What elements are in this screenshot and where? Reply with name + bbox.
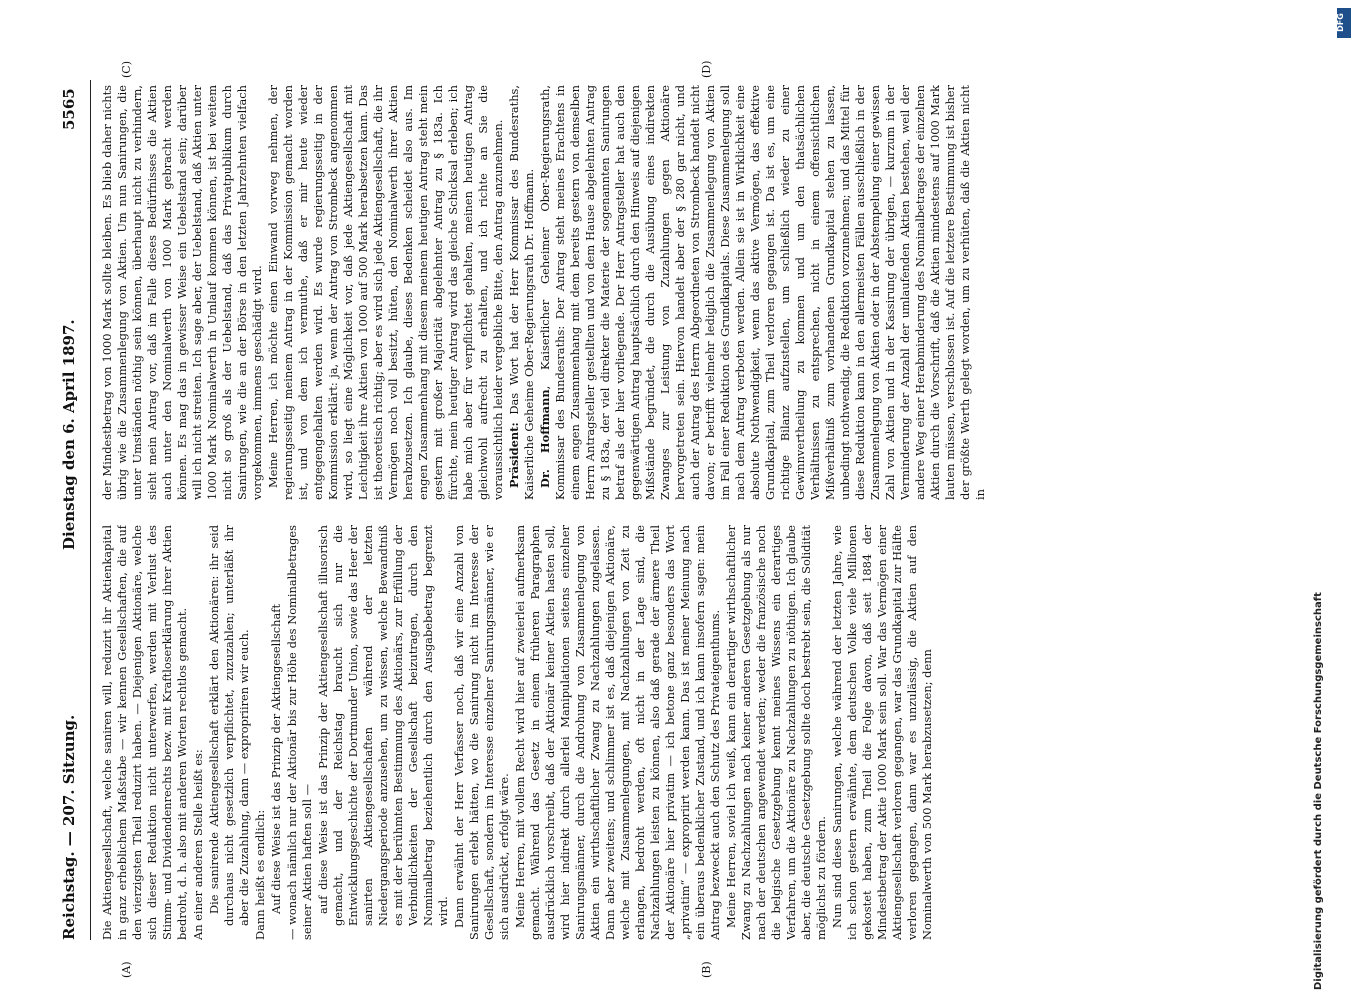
paragraph: Meine Herren, ich möchte einen Einwand vorweg nehmen, der regierungsseitig meinem Antrag in der Kommission gemacht worden ist, und von dem ich vermuthe, daß er mir heute wieder entgegengehalten werden wird. Es wurde regierungsseitig in der Kommission erklärt: ja, wenn der Antrag von Strombeck angenommen wird, so liegt eine Möglichkeit vor, daß jede Aktiengesellschaft mit Leichtigkeit ihre Aktien von 1000 auf 500 Mark herabsetzen kann. Das ist theoretisch richtig; aber es wird sich jede Aktiengesellschaft, die ihr Vermögen noch voll besitzt, hüten, den Nominalwerth ihrer Aktien herabzusetzen. Ich glaube, dieses Bedenken scheidet also aus. Im engen Zusammenhang mit diesem meinem heutigen Antrag steht mein gestern mit großer Majorität abgelehnter Antrag zu § 183a. Ich fürchte, mein heutiger Antrag wird das gleiche Schicksal erleben; ich habe mich aber für verpflichtet gehalten, meinen heutigen Antrag gleichwohl aufrecht zu erhalten, und ich richte an Sie die voraussichtlich leider vergebliche Bitte, den Antrag anzunehmen.	[266, 85, 505, 500]
paragraph: Nun sind diese Sanirungen, welche während der letzten Jahre, wie ich schon gestern erwähnte, dem deutschen Volke viele Millionen gekostet haben, zum Theil die Folge davon, daß seit 1884 der Mindestbetrag der Aktie 1000 Mark sein soll. War das Vermögen einer Aktiengesellschaft verloren gegangen, war das Grundkapital zur Hälfte verloren gegangen, dann war es unzulässig, die Aktien auf den Nominalwerth von 500 Mark herabzusetzen; denn	[830, 525, 934, 940]
paragraph: An einer anderen Stelle heißt es:	[191, 749, 205, 940]
speaker-paragraph: Präsident: Das Wort hat der Herr Kommissar des Bundesraths, Kaiserliche Geheime Ober-Regierungsrath Dr. Hoffmann.	[507, 85, 536, 500]
paragraph: Dann erwähnt der Herr Verfasser noch, daß wir eine Anzahl von Sanirungen erlebt hätten, wo die Sanirung nicht im Interesse der Gesellschaft, sondern im Interesse einzelner Sanirungsmänner, wie er sich ausdrückt, erfolgt wäre.	[452, 525, 511, 940]
margin-marker-d: (D)	[700, 60, 713, 78]
quote: — wonach nämlich nur der Aktionär bis zur Höhe des Nominalbetrages seiner Aktien haften soll —	[285, 525, 314, 940]
header-rule	[90, 80, 91, 940]
speaker-name: Präsident:	[507, 422, 521, 488]
margin-marker-b: (B)	[700, 961, 713, 978]
paragraph: Meine Herren, soviel ich weiß, kann ein derartiger wirthschaftlicher Zwang zu Nachzahlungen nach keiner anderen Gesetzgebung als nur nach der deutschen angewendet werden; weder die französische noch die belgische Gesetzgebung kennt meines Wissens ein derartiges Verfahren, um die Aktionäre zu Nachzahlungen zu nöthigen. Ich glaube aber, die deutsche Gesetzgebung sollte doch bestrebt sein, die Solidität möglichst zu fördern.	[724, 525, 828, 940]
paragraph: Die Aktiengesellschaft, welche saniren will, reduzirt ihr Aktienkapital in ganz erheblichem Maßstabe — wir kennen Gesellschaften, die auf den vierzigsten Theil reduzirt haben. — Diejenigen Aktionäre, welche sich dieser Reduktion nicht unterwerfen, werden mit Verlust des Stimm- und Dividendenrechts bezw. mit Kraftloserklärung ihrer Aktien bedroht, d. h. also mit anderen Worten rechtlos gemacht.	[100, 525, 189, 940]
header-left: Reichstag. — 207. Sitzung.	[60, 714, 78, 940]
rotated-page-content	[60, 60, 1290, 978]
speaker-paragraph: Dr. Hoffmann, Kaiserlicher Geheimer Ober-Regierungsrath, Kommissar des Bundesraths: Der Antrag steht meines Erachtens in einem engen Zusammenhang mit dem bereits gestern von demselben Herrn Antragsteller gestellten und von dem Hause abgelehnten Antrag zu § 183a, der viel direkter die Materie der sogenannten Sanirungen betraf als der hier vorliegende. Der Herr Antragsteller hat auch den gegenwärtigen Antrag hauptsächlich durch den Hinweis auf diejenigen Mißstände begründet, die durch die Ausübung eines indirekten Zwanges zur Leistung von Zuzahlungen gegen Aktionäre hervorgetreten sein. Hiervon handelt aber der § 280 gar nicht, und auch der Antrag des Herrn Abgeordneten von Strombeck handelt nicht davon; er betrifft vielmehr lediglich die Zusammenlegung von Aktien im Fall einer Reduktion des Grundkapitals. Diese Zusammenlegung soll nach dem Antrag verboten werden. Allein sie ist in Wirklichkeit eine absolute Nothwendigkeit, wenn das aktive Vermögen, das effektive Grundkapital, zum Theil verloren gegangen ist. Da ist es, um eine richtige Bilanz aufzustellen, um schließlich wieder zu einer Gewinnvertheilung zu kommen und um den thatsächlichen Verhältnissen zu entsprechen, nicht in einem offensichtlichen Mißverhältniß zum vorhandenen Grundkapital stehen zu lassen, unbedingt nothwendig, die Reduktion vorzunehmen; und das Mittel für diese Reduktion kann in den allermeisten Fällen ausschließlich in der Zusammenlegung von Aktien oder in der Abstempelung einer gewissen Zahl von Aktien und in der Kassirung der übrigen, — kurzum in der Verminderung der Anzahl der umlaufenden Aktien bestehen, weil der andere Weg einer Herabminderung des Nominalbetrages der einzelnen Aktien durch die Vorschrift, daß die Aktien mindestens auf 1000 Mark lauten müssen, verschlossen ist. Auf die letztere Bestimmung ist bisher der größte Werth gelegt worden, um zu verhüten, daß die Aktien nicht in	[538, 85, 987, 500]
page-number: 5565	[60, 88, 78, 130]
speaker-name: Dr. Hoffmann	[538, 389, 552, 488]
margin-marker-c: (C)	[120, 61, 133, 78]
left-column	[100, 525, 1280, 940]
quote: Die sanirende Aktiengesellschaft erklärt den Aktionären: ihr seid durchaus nicht gesetzlich verpflichtet, zuzuzahlen; unterläßt ihr aber die Zuzahlung, dann — expropriiren wir euch.	[207, 525, 251, 926]
dfg-logo	[1337, 8, 1351, 38]
header-center: Dienstag den 6. April 1897.	[60, 319, 78, 550]
paragraph: Meine Herren, mit vollem Recht wird hier auf zweierlei aufmerksam gemacht. Während das Gesetz in einem früheren Paragraphen ausdrücklich vorschreibt, daß der Aktionär keiner Aktien hasten soll, wird hier indirekt durch allerlei Manipulationen seitens einzelner Sanirungsmänner, durch die Androhung von Zusammenlegung von Aktien ein wirthschaftlicher Zwang zu Nachzahlungen zugelassen. Dann aber zweitens; und schlimmer ist es, daß diejenigen Aktionäre, welche mit Zusammenlegungen, mit Nachzahlungen von Zeit zu erlangen, bedroht werden, oft nicht in der Lage sind, die Nachzahlungen leisten zu können, also daß gerade der ärmere Theil der Aktionäre hier privatim — ich betone ganz besonders das Wort „privatim“ — expropriirt werden kann. Das ist meiner Meinung nach ein überaus bedenklicher Zustand, und ich kann insofern sagen: mein Antrag bezweckt auch den Schutz des Privateigenthums.	[513, 525, 722, 940]
dfg-logo-text: DFG	[1335, 13, 1345, 32]
paragraph: der Mindestbetrag von 1000 Mark sollte bleiben. Es blieb daher nichts übrig wie die Zusammenlegung von Aktien. Um nun Sanirungen, die unter Umständen nöthig sein können, überhaupt nicht zu verhindern, sieht mein Antrag vor, daß im Falle dieses Bedürfnisses die Aktien auch unter den Nominalwerth von 1000 Mark gebracht werden können. Es mag das in gewisser Weise ein Uebelstand sein; darüber will ich nicht streiten. Ich sage aber, der Uebelstand, daß Aktien unter 1000 Mark Nominalwerth in Umlauf kommen können, ist bei weitem nicht so groß als der Uebelstand, daß das Privatpublikum durch Sanirungen, wie die an der Börse in den letzten Jahrzehnten vielfach vorgekommen, immens geschädigt wird.	[100, 85, 264, 500]
quote: auf diese Weise ist das Prinzip der Aktiengesellschaft illusorisch gemacht, und der Reichstag braucht sich nur die Entwicklungsgeschichte der Dortmunder Union, sowie das Heer der sanirten Aktiengesellschaften während der letzten Niedergangsperiode anzusehen, um zu wissen, welche Bewandtniß es mit der berühmten Bestimmung des Aktionärs, zur Erfüllung der Verbindlichkeiten der Gesellschaft beizutragen, durch den Nominalbetrag beziehentlich durch den Ausgabebetrag begrenzt wird.	[316, 525, 450, 926]
paragraph: Dann heißt es endlich:	[253, 809, 267, 940]
right-column	[100, 85, 1280, 500]
page-header	[60, 80, 86, 940]
quote: Auf diese Weise ist das Prinzip der Aktiengesellschaft	[269, 603, 283, 914]
margin-marker-a: (A)	[120, 961, 133, 978]
digitization-credit: Digitalisierung gefördert durch die Deutsche Forschungsgemeinschaft	[1313, 592, 1324, 990]
